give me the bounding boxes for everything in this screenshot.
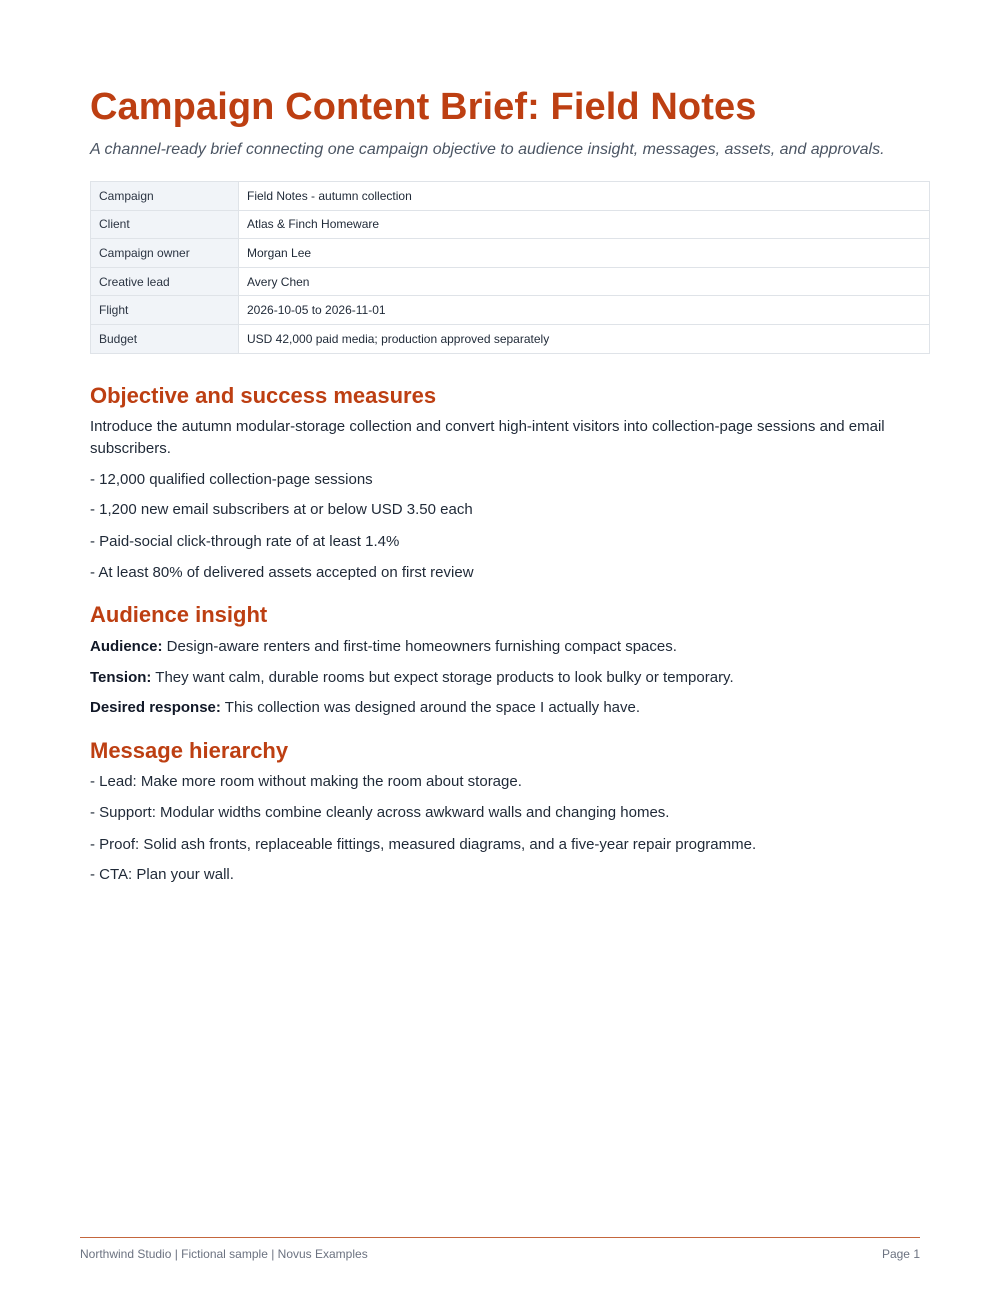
list-item: - CTA: Plan your wall. bbox=[90, 866, 234, 883]
page-number: Page 1 bbox=[881, 1247, 920, 1261]
row-value: Field Notes - autumn collection bbox=[239, 182, 930, 211]
item-text: Design-aware renters and first-time homeowners furnishing compact spaces. bbox=[162, 638, 677, 655]
row-label: Campaign bbox=[91, 182, 239, 211]
item-text: This collection was designed around the space I actually have. bbox=[220, 699, 641, 716]
table-row bbox=[91, 324, 930, 353]
row-value: USD 42,000 paid media; production approved separately bbox=[239, 324, 930, 353]
objective-intro: Introduce the autumn modular-storage collection and convert high-intent visitors into collection-page sessions and email subscribers. bbox=[90, 418, 885, 457]
table-row bbox=[91, 182, 930, 211]
list-item: - Support: Modular widths combine cleanly across awkward walls and changing homes. bbox=[90, 804, 670, 821]
document-title: Campaign Content Brief: Field Notes bbox=[90, 86, 757, 128]
section-heading-audience: Audience insight bbox=[90, 602, 268, 627]
desired-response-item bbox=[90, 697, 920, 719]
row-value: Morgan Lee bbox=[239, 239, 930, 268]
audience-item bbox=[90, 636, 920, 658]
tension-item bbox=[90, 667, 920, 689]
section-heading-objective: Objective and success measures bbox=[90, 383, 437, 408]
document-subtitle: A channel-ready brief connecting one campaign objective to audience insight, messages, assets, and approvals. bbox=[90, 141, 885, 158]
row-label: Creative lead bbox=[91, 267, 239, 296]
item-label: Tension: bbox=[90, 669, 152, 686]
item-text: They want calm, durable rooms but expect storage products to look bulky or temporary. bbox=[151, 669, 734, 686]
list-item: - 1,200 new email subscribers at or below USD 3.50 each bbox=[90, 501, 473, 518]
row-label: Budget bbox=[91, 324, 239, 353]
list-item: - Proof: Solid ash fronts, replaceable fittings, measured diagrams, and a five-year repair programme. bbox=[90, 836, 757, 853]
item-label: Audience: bbox=[90, 638, 163, 655]
list-item: - Paid-social click-through rate of at least 1.4% bbox=[90, 533, 400, 550]
list-item: - 12,000 qualified collection-page sessions bbox=[90, 471, 373, 488]
item-label: Desired response: bbox=[90, 699, 221, 716]
row-value: Atlas & Finch Homeware bbox=[239, 210, 930, 239]
row-label: Client bbox=[91, 210, 239, 239]
footer-text: Northwind Studio | Fictional sample | Novus Examples bbox=[80, 1247, 368, 1261]
table-row bbox=[91, 210, 930, 239]
table-row bbox=[91, 267, 930, 296]
row-value: 2026-10-05 to 2026-11-01 bbox=[239, 296, 930, 325]
section-heading-messages: Message hierarchy bbox=[90, 738, 289, 763]
row-value: Avery Chen bbox=[239, 267, 930, 296]
table-row bbox=[91, 296, 930, 325]
row-label: Flight bbox=[91, 296, 239, 325]
list-item: - Lead: Make more room without making the room about storage. bbox=[90, 773, 522, 790]
table-row bbox=[91, 239, 930, 268]
footer-divider bbox=[80, 1237, 920, 1238]
list-item: - At least 80% of delivered assets accepted on first review bbox=[90, 564, 474, 581]
campaign-details-table bbox=[90, 181, 930, 354]
row-label: Campaign owner bbox=[91, 239, 239, 268]
